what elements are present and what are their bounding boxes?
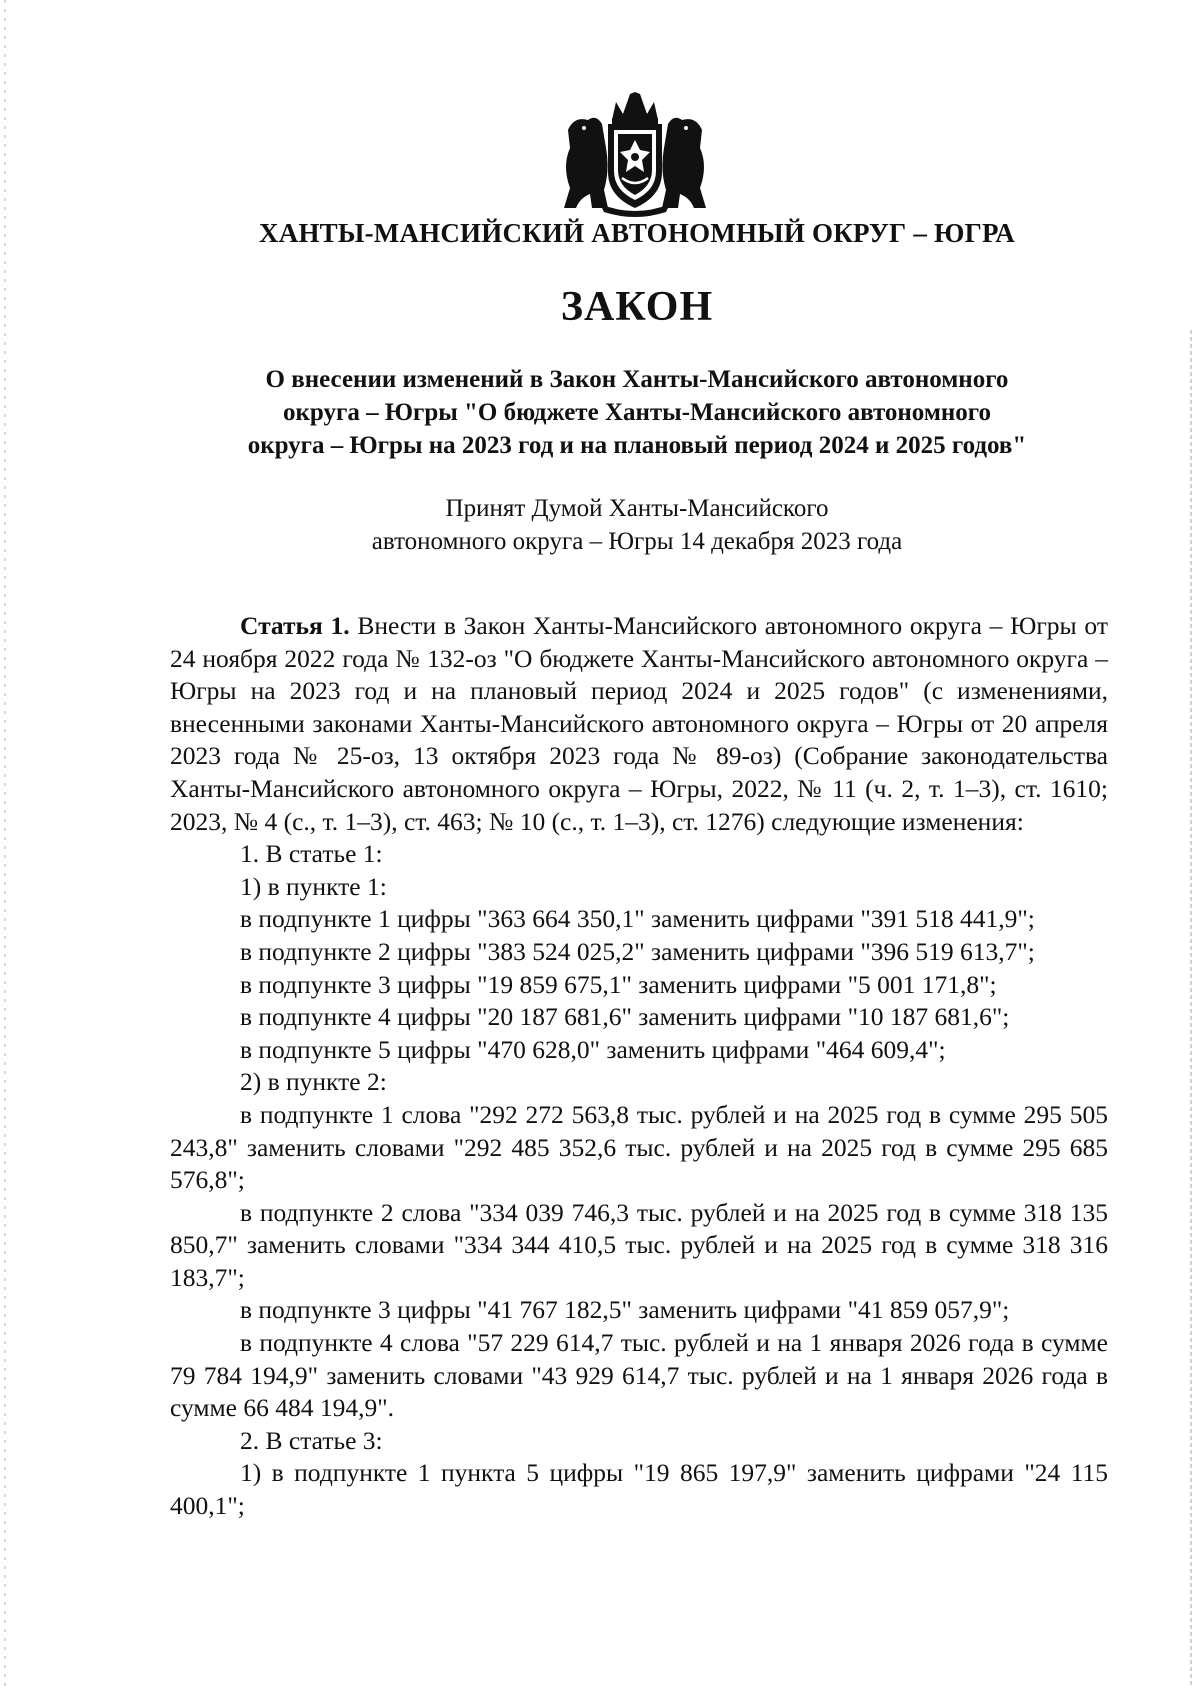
amendment-paragraph: в подпункте 2 слова "334 039 746,3 тыс. рублей и на 2025 год в сумме 318 135 850,7" заменить словами "334 344 410,5 тыс. рублей и на 2025 год в сумме 318 316 183,7"; — [170, 1197, 1108, 1292]
amendment-paragraph: 1) в подпункте 1 пункта 5 цифры "19 865 197,9" заменить цифрами "24 115 400,1"; — [170, 1458, 1108, 1521]
amendment-paragraph: в подпункте 4 слова "57 229 614,7 тыс. рублей и на 1 января 2026 года в сумме 79 784 194,9" заменить словами "43 929 614,7 тыс. рублей и на 1 января 2026 года в сумме 66 484 194,9". — [170, 1328, 1108, 1423]
amendment-paragraph: в подпункте 5 цифры "470 628,0" заменить цифрами "464 609,4"; — [240, 1034, 946, 1064]
amendment-paragraph: 2) в пункте 2: — [240, 1067, 387, 1097]
law-title-line: О внесении изменений в Закон Ханты-Мансийского автономного — [265, 366, 1009, 393]
law-title — [150, 363, 1124, 462]
amendment-paragraph: 1) в пункте 1: — [240, 871, 387, 901]
article-text: Внести в Закон Ханты-Мансийского автономного округа – Югры от 24 ноября 2022 года № 132-оз "О бюджете Ханты-Мансийского автономного округа – Югры на 2023 год и на плановый период 2024 и 2025 годов" (с изменениями, внесенными законами Ханты-Мансийского автономного округа – Югры от 20 апреля 2023 года № 25-оз, 13 октября 2023 года № 89-оз) (Собрание законодательства Ханты-Мансийского автономного округа – Югры, 2022, № 11 (ч. 2, т. 1–3), ст. 1610; 2023, № 4 (с., т. 1–3), ст. 463; № 10 (с., т. 1–3), ст. 1276) следующие изменения: — [170, 611, 1108, 836]
amendment-paragraph: в подпункте 3 цифры "41 767 182,5" заменить цифрами "41 859 057,9"; — [240, 1295, 1010, 1325]
amendment-paragraph: в подпункте 4 цифры "20 187 681,6" заменить цифрами "10 187 681,6"; — [240, 1002, 1010, 1032]
amendment-paragraph: в подпункте 1 слова "292 272 563,8 тыс. рублей и на 2025 год в сумме 295 505 243,8" заменить словами "292 485 352,6 тыс. рублей и на 2025 год в сумме 295 685 576,8"; — [170, 1099, 1108, 1195]
law-body — [170, 610, 1108, 1523]
scan-edge-left — [4, 0, 6, 1686]
adoption-line: Принят Думой Ханты-Мансийского — [445, 495, 829, 522]
region-heading: ХАНТЫ-МАНСИЙСКИЙ АВТОНОМНЫЙ ОКРУГ – ЮГРА — [259, 218, 1015, 248]
article-label: Статья 1. — [240, 611, 350, 640]
amendment-paragraph: в подпункте 2 цифры "383 524 025,2" заменить цифрами "396 519 613,7"; — [240, 936, 1035, 966]
adoption-line: автономного округа – Югры 14 декабря 2023 года — [371, 528, 903, 555]
coat-of-arms-emblem — [560, 90, 710, 218]
amendment-paragraph: в подпункте 1 цифры "363 664 350,1" заменить цифрами "391 518 441,9"; — [240, 904, 1035, 934]
amendment-paragraph: в подпункте 3 цифры "19 859 675,1" заменить цифрами "5 001 171,8"; — [240, 969, 997, 999]
adoption-note — [150, 492, 1124, 558]
scan-edge-right — [1190, 330, 1192, 1686]
amendment-paragraph: 2. В статье 3: — [240, 1425, 383, 1455]
law-title-line: округа – Югры на 2023 год и на плановый период 2024 и 2025 годов" — [247, 432, 1027, 459]
law-heading: ЗАКОН — [560, 284, 714, 330]
law-title-line: округа – Югры "О бюджете Ханты-Мансийского автономного — [283, 399, 991, 426]
amendment-paragraph: 1. В статье 1: — [240, 839, 383, 869]
article-1-paragraph — [170, 610, 1108, 838]
